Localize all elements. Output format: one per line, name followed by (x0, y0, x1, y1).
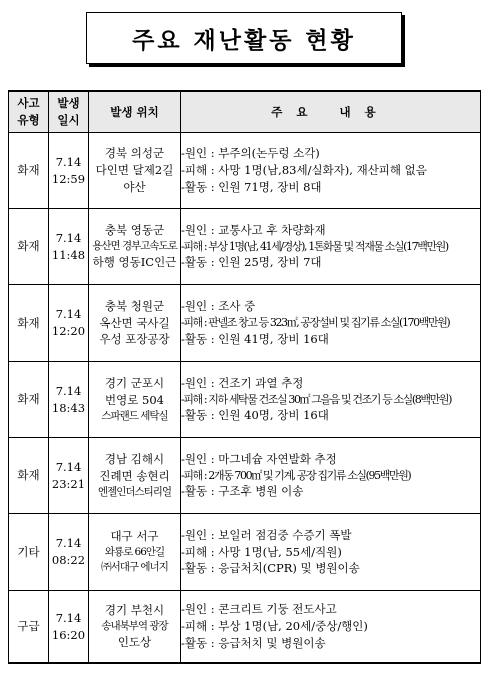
incident-type: 화재 (9, 133, 49, 209)
damage-line: -피해 : 지하 세탁물 건조실 30㎡ 그을음 및 건조기 등 소실(8백만원) (181, 392, 451, 406)
header-place: 발생 위치 (89, 91, 181, 133)
table-row (9, 133, 481, 209)
cause-line: -원인 : 부주의(논두렁 소각) (181, 146, 320, 161)
incident-type: 기타 (9, 514, 49, 591)
cause-line: -원인 : 콘크리트 기둥 전도사고 (181, 602, 337, 617)
incident-content (181, 285, 481, 362)
damage-line: -피해 : 부상 1명(남, 20세/중상/행인) (181, 619, 368, 634)
header-type: 사고 유형 (9, 91, 49, 133)
header-time: 발생 일시 (49, 91, 89, 133)
incident-time: 7.14 12:59 (49, 133, 89, 209)
disaster-status-table (8, 90, 481, 664)
incident-type: 화재 (9, 285, 49, 362)
incident-time: 7.14 23:21 (49, 438, 89, 514)
incident-type: 화재 (9, 209, 49, 285)
incident-place: 경기 군포시 번영로 504 스파랜드 세탁실 (89, 362, 181, 438)
incident-place: 충북 청원군 옥산면 국사길 우성 포장공장 (89, 285, 181, 362)
incident-time: 7.14 18:43 (49, 362, 89, 438)
incident-content (181, 362, 481, 438)
cause-line: -원인 : 교통사고 후 차량화재 (181, 222, 326, 237)
incident-place: 대구 서구 와룡로 66안길 ㈜서대구 에너지 (89, 514, 181, 591)
incident-content (181, 591, 481, 664)
incident-time: 7.14 12:20 (49, 285, 89, 362)
cause-line: -원인 : 조사 중 (181, 299, 256, 314)
incident-place: 경남 김해시 진례면 송현리 엔젤인더스티리얼 (89, 438, 181, 514)
table-row (9, 285, 481, 362)
cause-line: -원인 : 마그네슘 자연발화 추정 (181, 451, 337, 466)
incident-content (181, 209, 481, 285)
activity-line: -활동 : 인원 71명, 장비 8대 (181, 179, 322, 194)
table-row (9, 591, 481, 664)
incident-time: 7.14 11:48 (49, 209, 89, 285)
activity-line: -활동 : 구조후 병원 이송 (181, 484, 304, 499)
incident-time: 7.14 08:22 (49, 514, 89, 591)
damage-line: -피해 : 판넬조 창고 등 323㎡, 공장설비 및 집기류 소실(170백만원) (181, 316, 450, 330)
table-header-row (9, 91, 481, 133)
page-title: 주요 재난활동 현황 (86, 12, 402, 64)
activity-line: -활동 : 인원 25명, 장비 7대 (181, 255, 322, 270)
incident-time: 7.14 16:20 (49, 591, 89, 664)
header-content: 주요 내용 (181, 91, 481, 133)
incident-type: 구급 (9, 591, 49, 664)
damage-line: -피해 : 부상 1명(남, 41세/경상), 1톤화물 및 적재물 소실(17백만원) (181, 239, 448, 253)
table-row (9, 514, 481, 591)
damage-line: -피해 : 사망 1명(남,83세/실화자), 재산피해 없음 (181, 163, 427, 178)
cause-line: -원인 : 보일러 점검중 수증기 폭발 (181, 527, 352, 542)
incident-content (181, 438, 481, 514)
incident-type: 화재 (9, 362, 49, 438)
table-row (9, 362, 481, 438)
table-row (9, 209, 481, 285)
damage-line: -피해 : 사망 1명(남, 55세/직원) (181, 544, 342, 559)
damage-line: -피해 : 2개동 700㎡ 및 기계, 공장 집기류 소실(95백만원) (181, 468, 411, 482)
incident-type: 화재 (9, 438, 49, 514)
incident-place: 경북 의성군 다인면 달제2길 야산 (89, 133, 181, 209)
table-row (9, 438, 481, 514)
activity-line: -활동 : 인원 40명, 장비 16대 (181, 408, 329, 423)
activity-line: -활동 : 인원 41명, 장비 16대 (181, 331, 329, 346)
activity-line: -활동 : 응급처치(CPR) 및 병원이송 (181, 561, 360, 576)
incident-content (181, 133, 481, 209)
incident-place: 충북 영동군 용산면 경부고속도로 하행 영동IC인근 (89, 209, 181, 285)
cause-line: -원인 : 건조기 과열 추정 (181, 375, 304, 390)
incident-place: 경기 부천시 송내북부역 광장 인도상 (89, 591, 181, 664)
activity-line: -활동 : 응급처치 및 병원이송 (181, 635, 326, 650)
incident-content (181, 514, 481, 591)
